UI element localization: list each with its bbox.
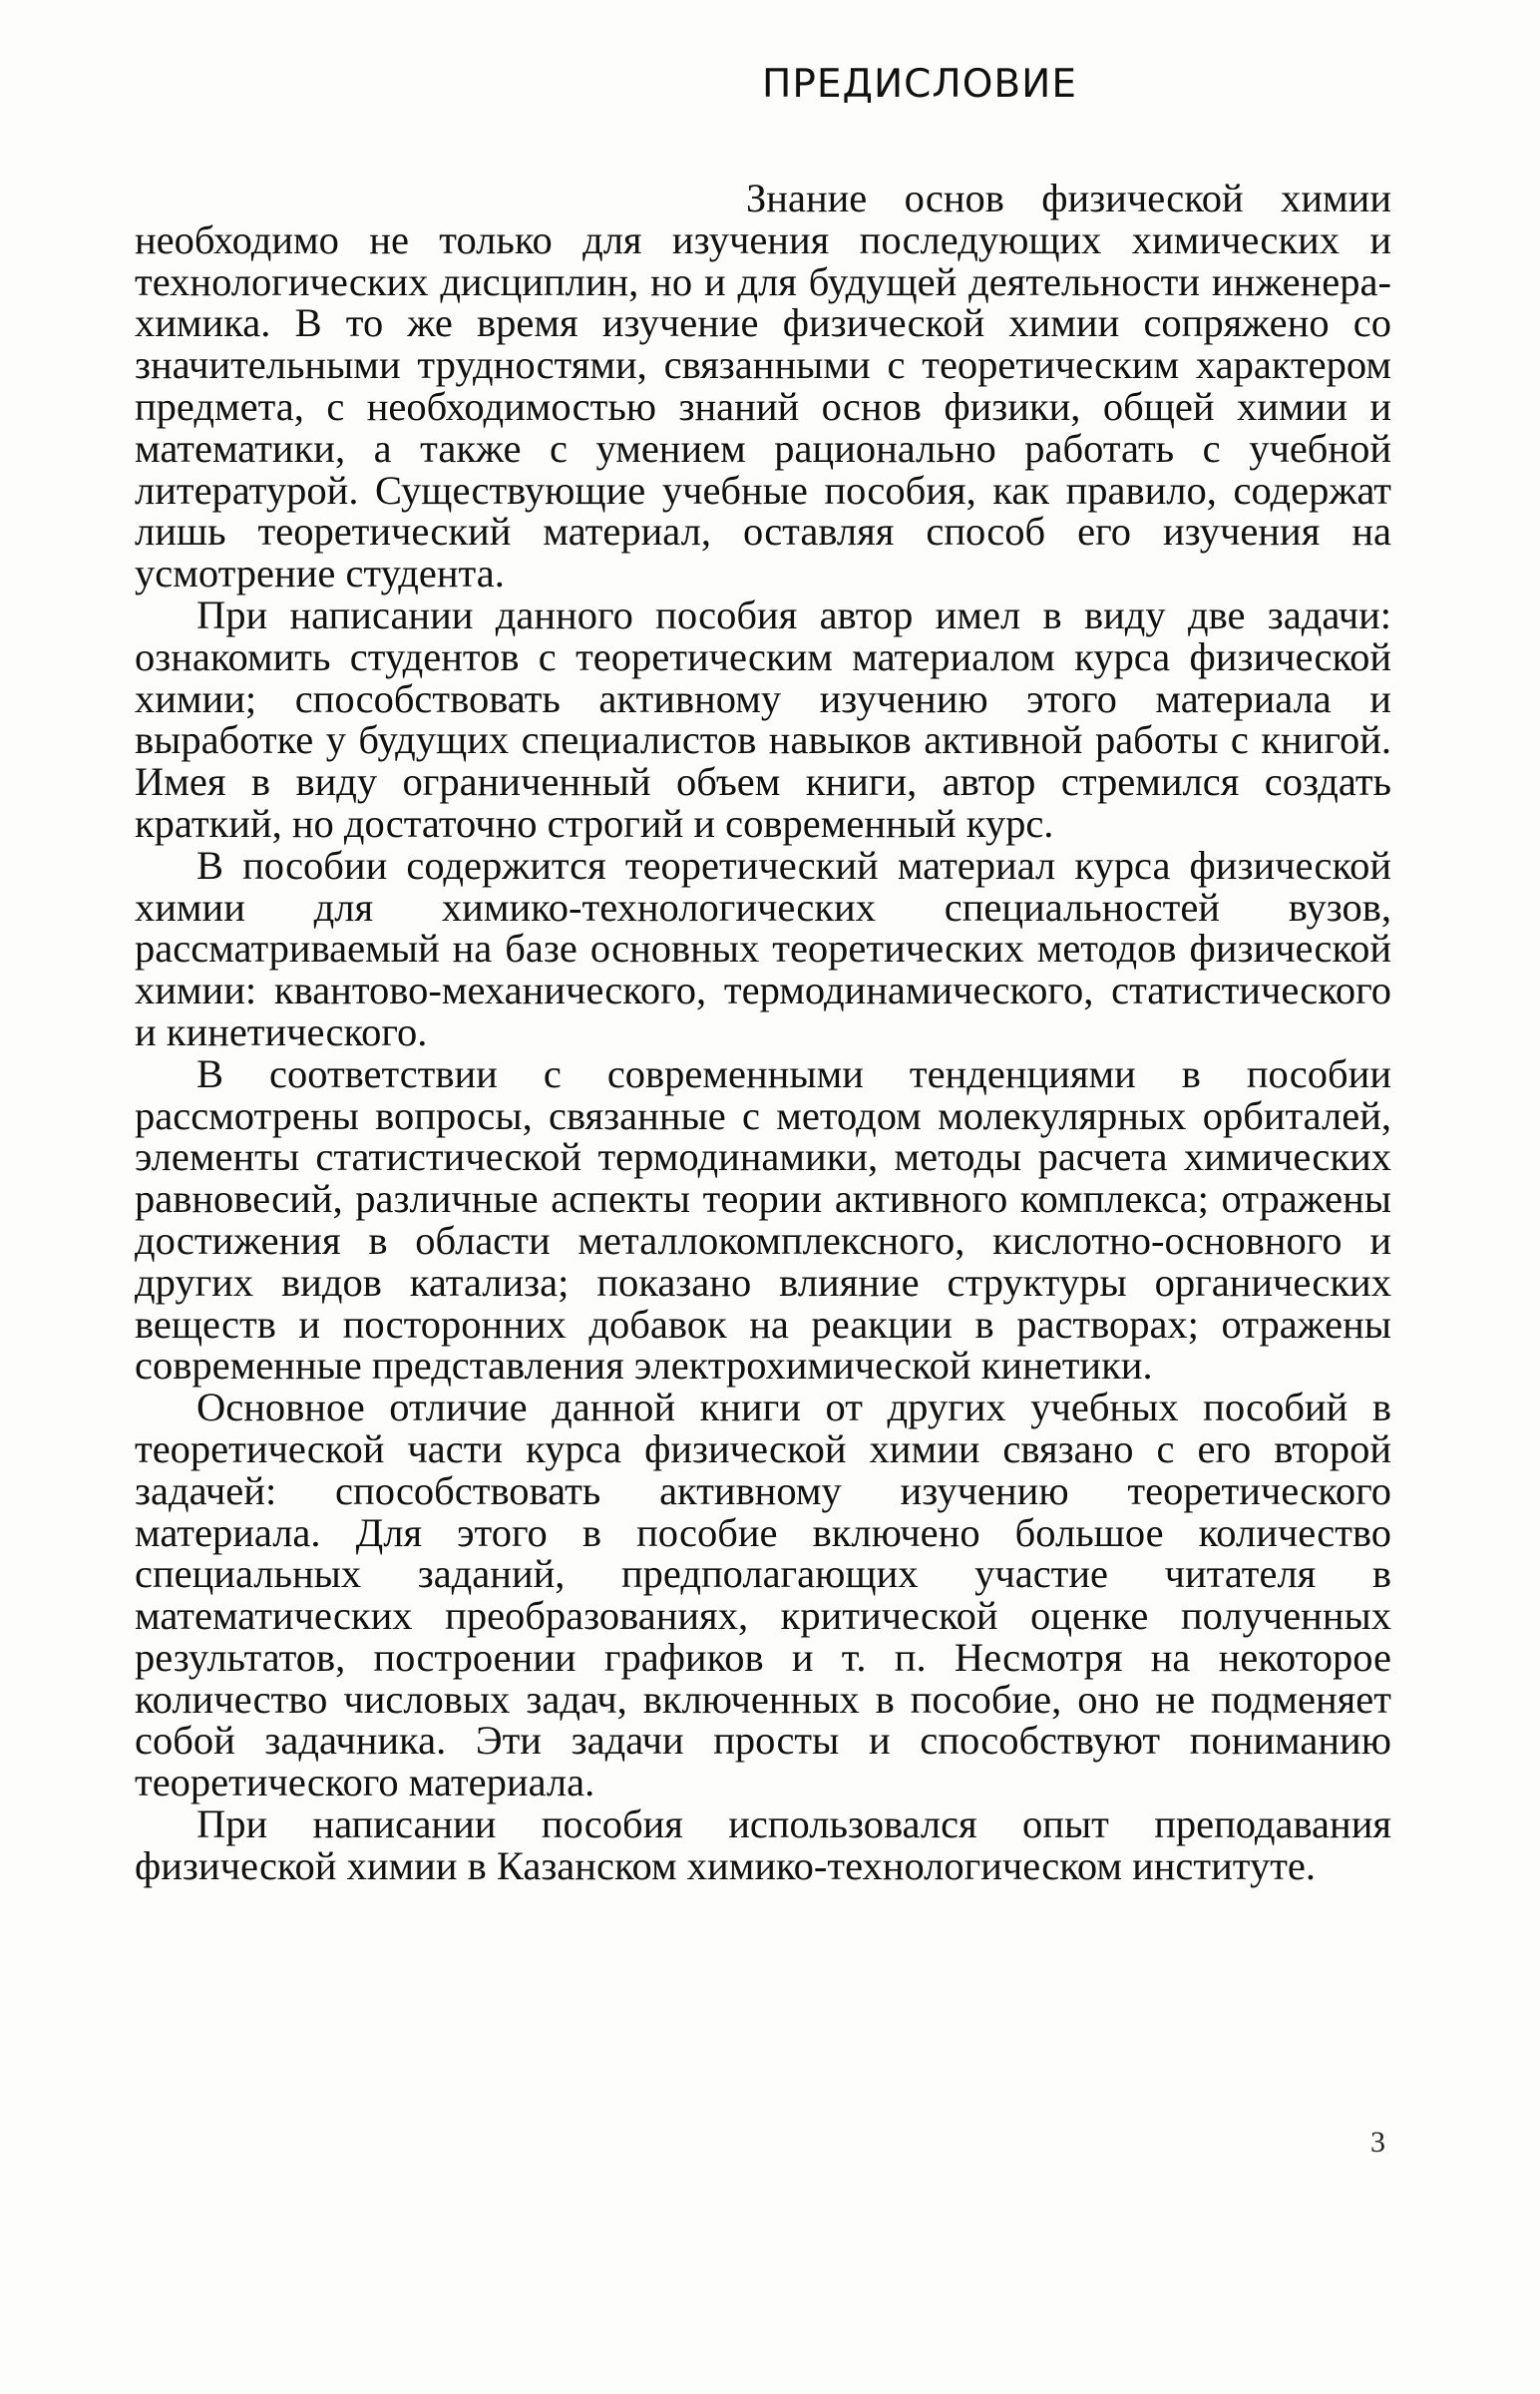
paragraph-1: Знание основ физической химии необходимо не только для изучения последующих химических и технологических дисциплин, но и для будущей деятельности инженера-химика. В то же время изучение физической химии сопряжено со значительными трудностями, связанными с теоретическим характером предмета, с необходимостью знаний основ физики, общей химии и математики, а также с умением рационально работать с учебной литературой. Существующие учебные пособия, как правило, содержат лишь теоретический материал, оставляя способ его изучения на усмотрение студента. [135, 176, 1391, 597]
paragraph-3: В пособии содержится теоретический материал курса физической химии для химико-технологических специальностей вузов, рассматриваемый на базе основных теоретических методов физической химии: квантово-механического, термодинамического, статистического и кинетического. [135, 842, 1391, 1054]
paragraph-6: При написании пособия использовался опыт преподавания физической химии в Казанском химико-технологическом институте. [135, 1801, 1391, 1888]
paragraph-2: При написании данного пособия автор имел в виду две задачи: ознакомить студентов с теоретическим материалом курса физической химии; способствовать активному изучению этого материала и выработке у будущих специалистов навыков активной работы с книгой. Имея в виду ограниченный объем книги, автор стремился создать краткий, но достаточно строгий и современный курс. [135, 592, 1391, 846]
paragraph-5: Основное отличие данной книги от других учебных пособий в теоретической части курса физической химии связано с его второй задачей: способствовать активному изучению теоретического материала. Для этого в пособие включено большое количество специальных заданий, предполагающих участие читателя в математических преобразованиях, критической оценке полученных результатов, построении графиков и т. п. Несмотря на некоторое количество числовых задач, включенных в пособие, оно не подменяет собой задачника. Эти задачи просты и способствуют пониманию теоретического материала. [135, 1385, 1391, 1805]
page-title-text: ПРЕДИСЛОВИЕ [762, 62, 1077, 107]
page-number: 3 [1370, 2126, 1385, 2159]
preface-body [135, 178, 1391, 1887]
page-title [0, 62, 1540, 107]
paragraph-4: В соответствии с современными тенденциями в пособии рассмотрены вопросы, связанные с методом молекулярных орбиталей, элементы статистической термодинамики, методы расчета химических равновесий, различные аспекты теории активного комплекса; отражены достижения в области металлокомплексного, кислотно-основного и других видов катализа; показано влияние структуры органических веществ и посторонних добавок на реакции в растворах; отражены современные представления электрохимической кинетики. [135, 1050, 1391, 1389]
